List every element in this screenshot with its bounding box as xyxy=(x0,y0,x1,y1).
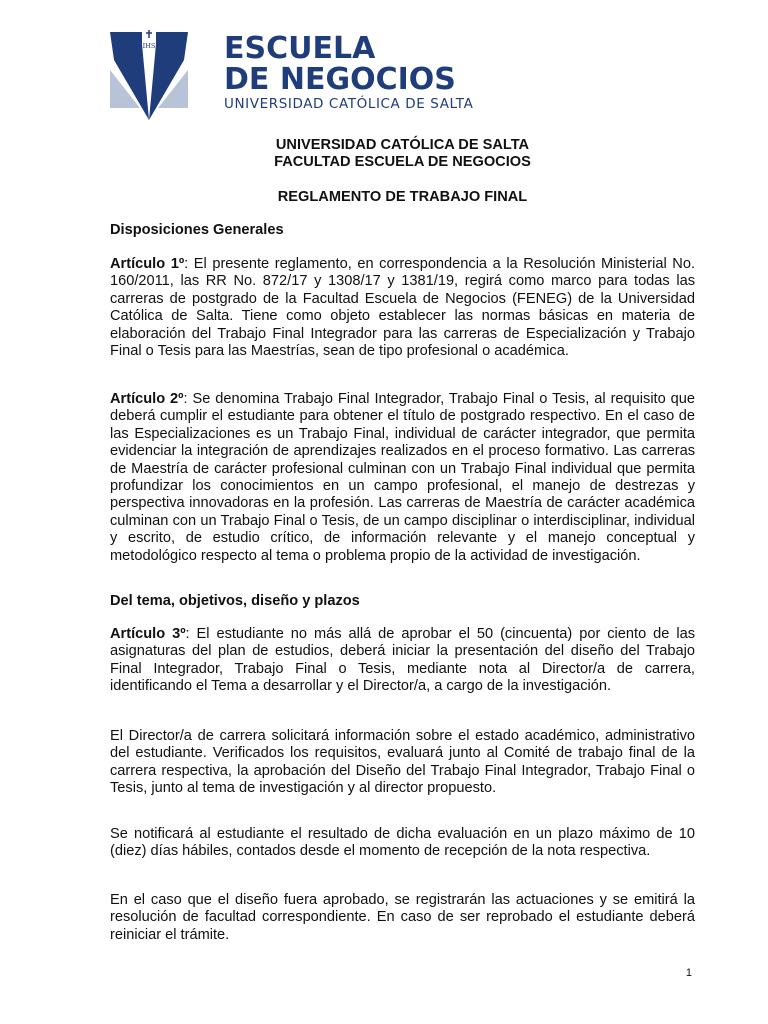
page-number: 1 xyxy=(685,967,692,979)
faculty-heading: FACULTAD ESCUELA DE NEGOCIOS xyxy=(274,154,531,170)
notificacion-paragraph: Se notificará al estudiante el resultado de dicha evaluación en un plazo máximo de 10 (diez) días hábiles, contados desde el momento de recepción de la nota respectiva. xyxy=(110,826,695,860)
escuela-negocios-logo xyxy=(110,30,474,122)
article-3-paragraph xyxy=(110,626,695,696)
article-2-text: : Se denomina Trabajo Final Integrador, Trabajo Final o Tesis, al requisito que deberá cumplir el estudiante para obtener el título de postgrado respectivo. En el caso de las Especializaciones es un Trabajo Final, individual de carácter integrador, que permita evidenciar la integración de aprendizajes realizados en el proceso formativo. Las carreras de Maestría de carácter profesional culminan con un Trabajo Final individual que permita profundizar los conocimientos en un campo profesional, el manejo de destrezas y perspectiva innovadoras en la profesión. Las carreras de Maestría de carácter académica culminan con un Trabajo Final o Tesis, de un campo disciplinar o interdisciplinar, individual y escrito, de estudio crítico, de información relevante y el manejo conceptual y metodológico respecto al tema o problema propio de la actividad de investigación. xyxy=(110,391,696,564)
section-tema-objetivos: Del tema, objetivos, diseño y plazos xyxy=(110,593,360,609)
article-2-paragraph xyxy=(110,391,695,565)
diseno-aprobado-paragraph: En el caso que el diseño fuera aprobado, se registrarán las actuaciones y se emitirá la resolución de facultad correspondiente. En caso de ser reprobado el estudiante deberá reiniciar el trámite. xyxy=(110,892,695,943)
logo-line-de-negocios: DE NEGOCIOS xyxy=(224,62,456,97)
article-3-label: Artículo 3º xyxy=(110,626,186,642)
document-title: REGLAMENTO DE TRABAJO FINAL xyxy=(277,189,528,205)
section-disposiciones-generales: Disposiciones Generales xyxy=(110,222,284,238)
article-1-label: Artículo 1º xyxy=(110,256,185,272)
article-1-paragraph xyxy=(110,256,695,360)
article-2-label: Artículo 2º xyxy=(110,391,184,407)
logo-line-escuela: ESCUELA xyxy=(224,31,376,66)
article-1-text: : El presente reglamento, en correspondencia a la Resolución Ministerial No. 160/2011, las RR No. 872/17 y 1308/17 y 1381/19, regirá como marco para todas las carreras de postgrado de la Facultad Escuela de Negocios (FENEG) de la Universidad Católica de Salta. Tiene como objeto establecer las normas básicas en materia de elaboración del Trabajo Final Integrador para las carreras de Especialización y Trabajo Final o Tesis para las Maestrías, sean de tipo profesional o académica. xyxy=(110,256,695,360)
logo-line-universidad: UNIVERSIDAD CATÓLICA DE SALTA xyxy=(224,96,474,112)
director-paragraph: El Director/a de carrera solicitará información sobre el estado académico, administrativo del estudiante. Verificados los requisitos, evaluará junto al Comité de trabajo final de la carrera respectiva, la aprobación del Diseño del Trabajo Final Integrador, Trabajo Final o Tesis, junto al tema de investigación y al director propuesto. xyxy=(110,728,695,797)
ihs-emblem-text: IHS xyxy=(142,42,156,50)
v-shield-icon xyxy=(110,30,188,122)
article-3-text: : El estudiante no más allá de aprobar el 50 (cincuenta) por ciento de las asignaturas del plan de estudios, deberá iniciar la presentación del diseño del Trabajo Final Integrador, Trabajo Final o Tesis, mediante nota al Director/a de carrera, identificando el Tema a desarrollar y el Director/a, a cargo de la investigación. xyxy=(110,626,695,695)
university-heading: UNIVERSIDAD CATÓLICA DE SALTA xyxy=(275,137,530,153)
